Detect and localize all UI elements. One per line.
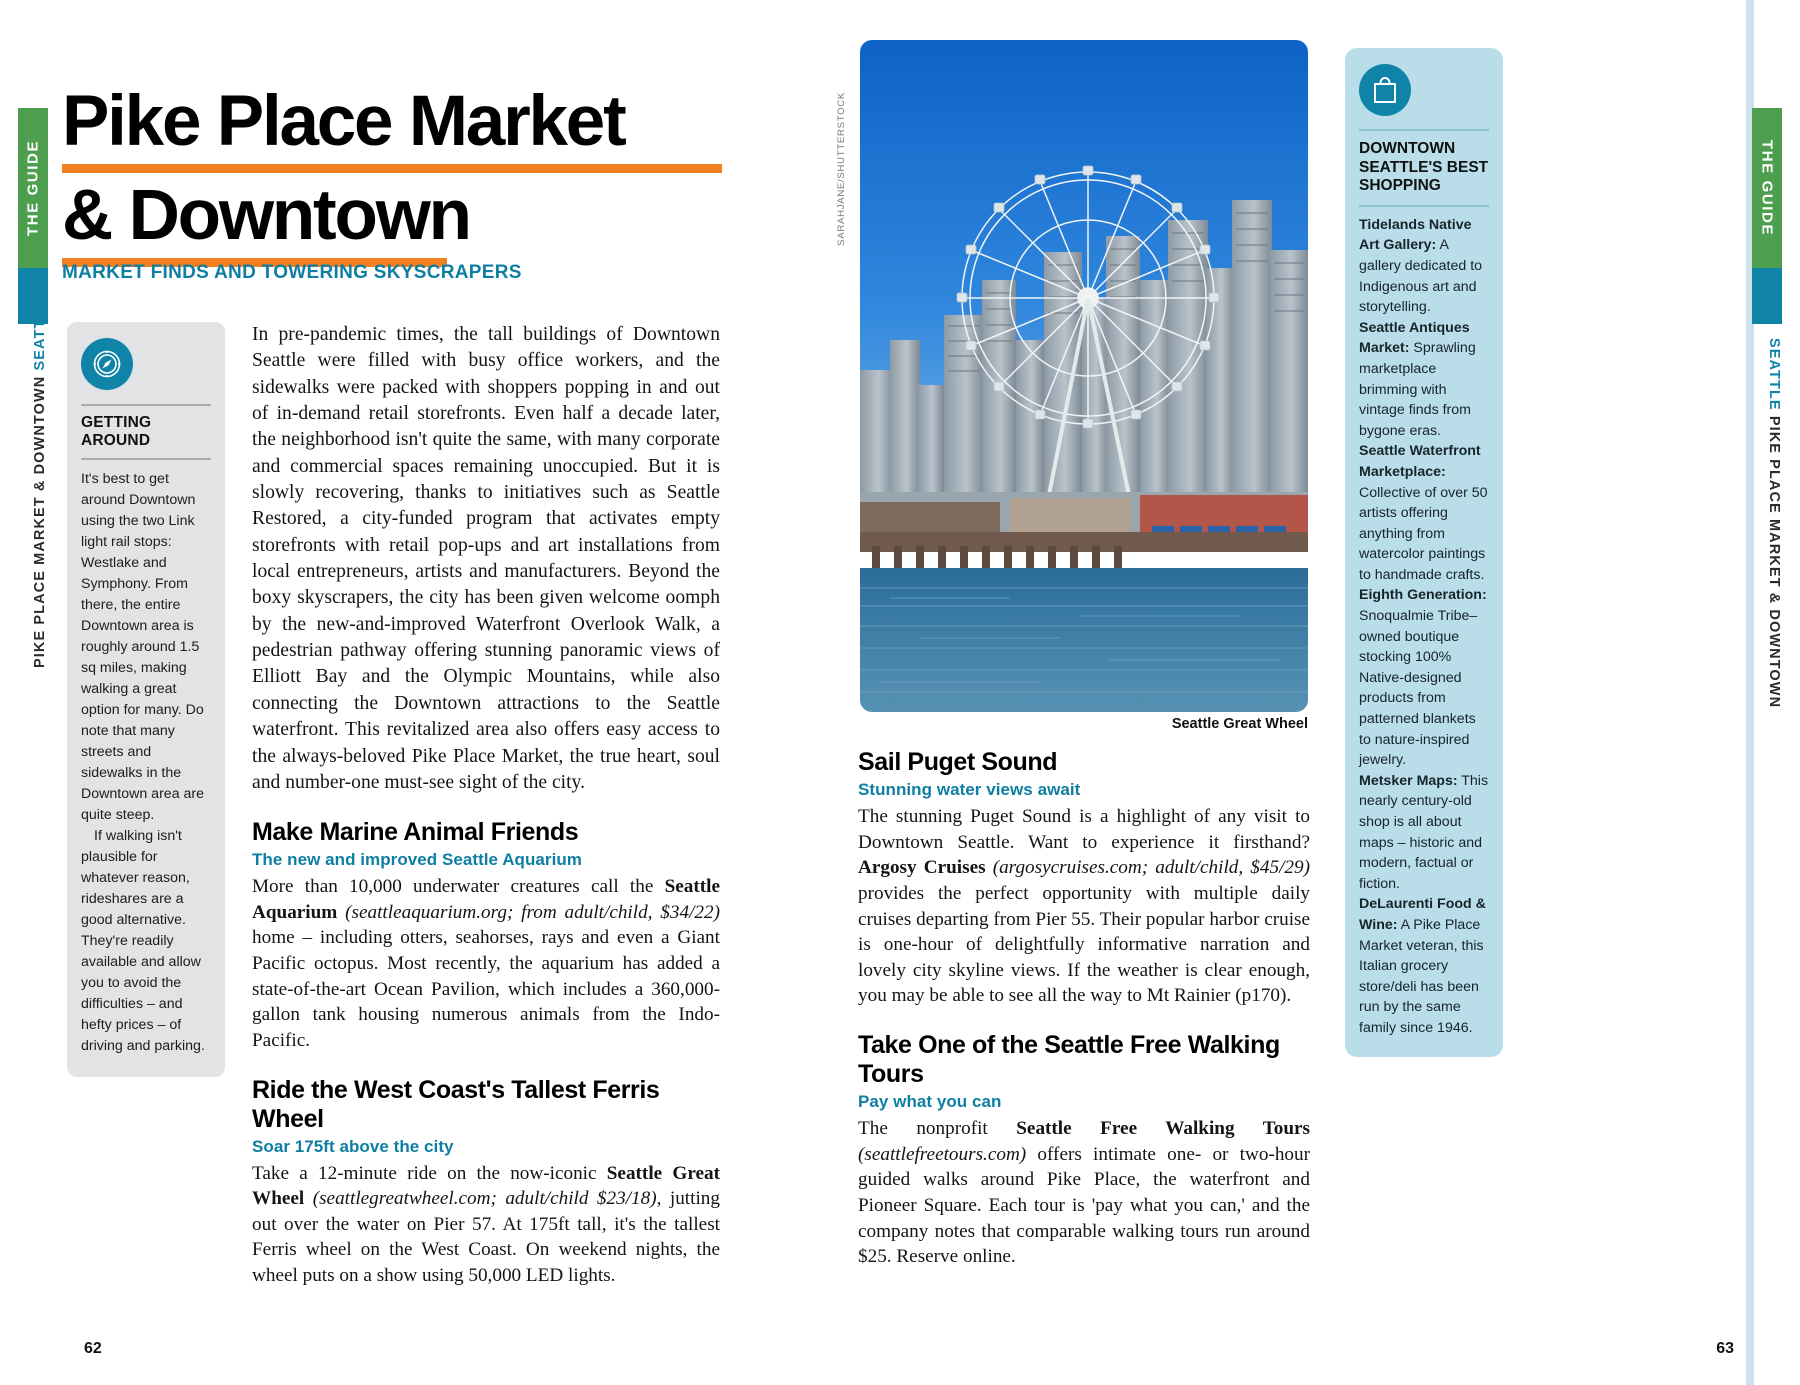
edge-tab-the-guide-right (1752, 108, 1782, 268)
sail-details: (argosycruises.com; adult/child, $45/29) (985, 857, 1310, 879)
photo-caption: Seattle Great Wheel (1171, 716, 1308, 732)
shopping-list-item (1359, 771, 1489, 895)
page-title-line-2: & Downtown (62, 175, 470, 255)
getting-around-heading: GETTING AROUND (81, 414, 152, 449)
edge-tab-the-guide-left (18, 108, 48, 268)
shopping-heading: DOWNTOWN SEATTLE'S BEST SHOPPING (1359, 140, 1489, 195)
sail-body-part-1: The stunning Puget Sound is a highlight of any visit to Downtown Seattle. Want to experience it firsthand? (858, 806, 1310, 853)
shopping-item-name: Tidelands Native Art Gallery: (1359, 216, 1472, 254)
left-main-column (252, 322, 720, 1289)
walking-details: (seattlefreetours.com) (858, 1143, 1027, 1165)
getting-around-body (81, 460, 211, 1057)
shopping-list-item (1359, 215, 1489, 318)
shopping-item-name: Metsker Maps: (1359, 772, 1458, 789)
page-number-left: 62 (84, 1340, 102, 1357)
getting-around-paragraph-1: It's best to get around Downtown using the two Link light rail stops: Westlake and Symphony. From there, the entire Downtown area is roughly around 1.5 sq miles, making walking a great option for many. Do note that many streets and sidewalks in the Downtown area are quite steep. (81, 471, 205, 824)
compass-icon (81, 338, 133, 390)
getting-around-paragraph-2: If walking isn't plausible for whatever reason, rideshares are a good alternative. They're readily available and allow you to avoid the difficulties – and hefty prices – of driving and parking. (81, 828, 205, 1055)
shopping-item-description: A gallery dedicated to Indigenous art and storytelling. (1359, 237, 1483, 316)
walking-body-part-2: offers intimate one- or two-hour guided walks around Pike Place, the waterfront and Pioneer Square. Each tour is 'pay what you can,' and the company notes that comparable walking tours run around $25. Reserve online. (858, 1143, 1310, 1268)
section-body-walking (858, 1116, 1310, 1270)
section-heading-aquarium: Make Marine Animal Friends (252, 818, 579, 847)
shopping-item-description: This nearly century-old shop is all about maps – historic and modern, factual or fiction. (1359, 772, 1489, 892)
sail-venue-name: Argosy Cruises (858, 857, 986, 879)
shopping-list (1359, 207, 1489, 1039)
section-body-ferris (252, 1161, 720, 1289)
shopping-item-name: Eighth Generation: (1359, 587, 1487, 604)
page-title-line-1: Pike Place Market (62, 82, 625, 161)
aquarium-details: (seattleaquarium.org; from adult/child, $34/22) (337, 901, 720, 923)
aquarium-body-part-2: home – including otters, seahorses, rays and even a Giant Pacific octopus. Most recently, the aquarium has added a state-of-the-art Ocean Pavilion, which includes a 360,000-gallon tank housing numerous animals from the Indo-Pacific. (252, 927, 720, 1051)
section-heading-walking: Take One of the Seattle Free Walking Tours (858, 1031, 1280, 1088)
left-page (62, 0, 762, 1385)
page-number-right: 63 (1716, 1340, 1734, 1357)
title-rule-1 (62, 164, 722, 173)
ferris-details: (seattlegreatwheel.com; adult/child $23/18) (304, 1188, 657, 1210)
running-head-right-highlight: SEATTLE (1766, 338, 1782, 416)
ferris-body-part-2: , jutting out over the water on Pier 57. At 175ft tall, it's the tallest Ferris wheel on the West Coast. On weekend nights, the wheel puts on a show using 50,000 LED lights. (252, 1188, 720, 1287)
getting-around-panel (67, 322, 225, 1077)
edge-tab-label-right: THE GUIDE (1758, 139, 1776, 237)
sail-body-part-2: provides the perfect opportunity with multiple daily cruises departing from Pier 55. Their popular harbor cruise is one-hour of delightfully informative narration and lovely city skyline views. If the weather is clear enough, you may be able to see all the way to Mt Rainier (p170). (858, 882, 1311, 1007)
shopping-item-name: DeLaurenti Food & Wine: (1359, 896, 1486, 933)
shopping-item-description: Collective of over 50 artists offering anything from watercolor paintings to handmade crafts. (1359, 484, 1488, 583)
section-heading-ferris: Ride the West Coast's Tallest Ferris Wheel (252, 1075, 660, 1133)
running-head-left-highlight: SEATTLE (32, 297, 48, 371)
shopping-bag-icon (1359, 64, 1411, 116)
shopping-item-description: Sprawling marketplace brimming with vintage finds from bygone eras. (1359, 340, 1476, 439)
section-subheading-ferris: Soar 175ft above the city (252, 1136, 454, 1156)
aquarium-body-part-1: More than 10,000 underwater creatures call the (252, 876, 665, 898)
running-head-right (1752, 338, 1782, 709)
section-subheading-walking: Pay what you can (858, 1092, 1002, 1111)
shopping-list-item (1359, 318, 1489, 442)
ferris-venue-name: Seattle Great Wheel (252, 1162, 720, 1210)
section-heading-sail: Sail Puget Sound (858, 748, 1058, 776)
shopping-item-description: A Pike Place Market veteran, this Italian grocery store/deli has been run by the same family since 1946. (1359, 916, 1484, 1036)
shopping-list-item (1359, 585, 1489, 770)
running-head-right-suffix: PIKE PLACE MARKET & DOWNTOWN (1766, 415, 1782, 709)
edge-color-block-right (1752, 268, 1782, 324)
section-body-sail (858, 804, 1310, 1009)
intro-paragraph: In pre-pandemic times, the tall buildings of Downtown Seattle were filled with busy office workers, and the sidewalks were packed with shoppers popping in and out of in-demand retail storefronts. Even half a decade later, the neighborhood isn't quite the same, with many corporate and commercial spaces remaining unoccupied. But it is slowly recovering, thanks to initiatives such as Seattle Restored, a city-funded program that activates empty storefronts with retail pop-ups and art installations from local entrepreneurs, artists and manufacturers. Beyond the boxy skyscrapers, the city has been given welcome oomph by the new-and-improved Waterfront Overlook Walk, a pedestrian pathway offering stunning panoramic views of Elliott Bay and the Olympic Mountains, while also connecting the Downtown attractions to the Seattle waterfront. This revitalized area also offers easy access to the always-beloved Pike Place Market, the true heart, soul and number-one must-see sight of the city. (252, 324, 720, 793)
section-subheading-aquarium: The new and improved Seattle Aquarium (252, 850, 582, 870)
shopping-list-item (1359, 441, 1489, 585)
right-main-column (858, 748, 1310, 1270)
shopping-panel (1345, 48, 1503, 1057)
page-kicker: MARKET FINDS AND TOWERING SKYSCRAPERS (62, 262, 522, 283)
running-head-left (18, 297, 48, 668)
shopping-item-description: Snoqualmie Tribe–owned boutique stocking 100% Native-designed products from patterned blankets to nature-inspired jewelry. (1359, 608, 1478, 769)
hero-photo-seattle-great-wheel (860, 40, 1308, 712)
edge-tab-label: THE GUIDE (24, 139, 42, 237)
page-title-block (62, 82, 722, 276)
shopping-list-item (1359, 894, 1489, 1038)
photo-credit: SARAHJANE/SHUTTERSTOCK (836, 92, 847, 246)
shopping-item-name: Seattle Waterfront Marketplace: (1359, 443, 1481, 480)
walking-venue-name: Seattle Free Walking Tours (1016, 1118, 1310, 1139)
photo-illustration (860, 40, 1308, 712)
shopping-item-name: Seattle Antiques Market: (1359, 319, 1470, 357)
running-head-left-prefix: PIKE PLACE MARKET & DOWNTOWN (32, 370, 48, 668)
walking-body-part-1: The nonprofit (858, 1118, 1017, 1139)
section-subheading-sail: Stunning water views await (858, 780, 1081, 799)
ferris-body-part-1: Take a 12-minute ride on the now-iconic (252, 1162, 607, 1184)
section-body-aquarium (252, 874, 720, 1053)
aquarium-venue-name: Seattle Aquarium (252, 876, 720, 923)
